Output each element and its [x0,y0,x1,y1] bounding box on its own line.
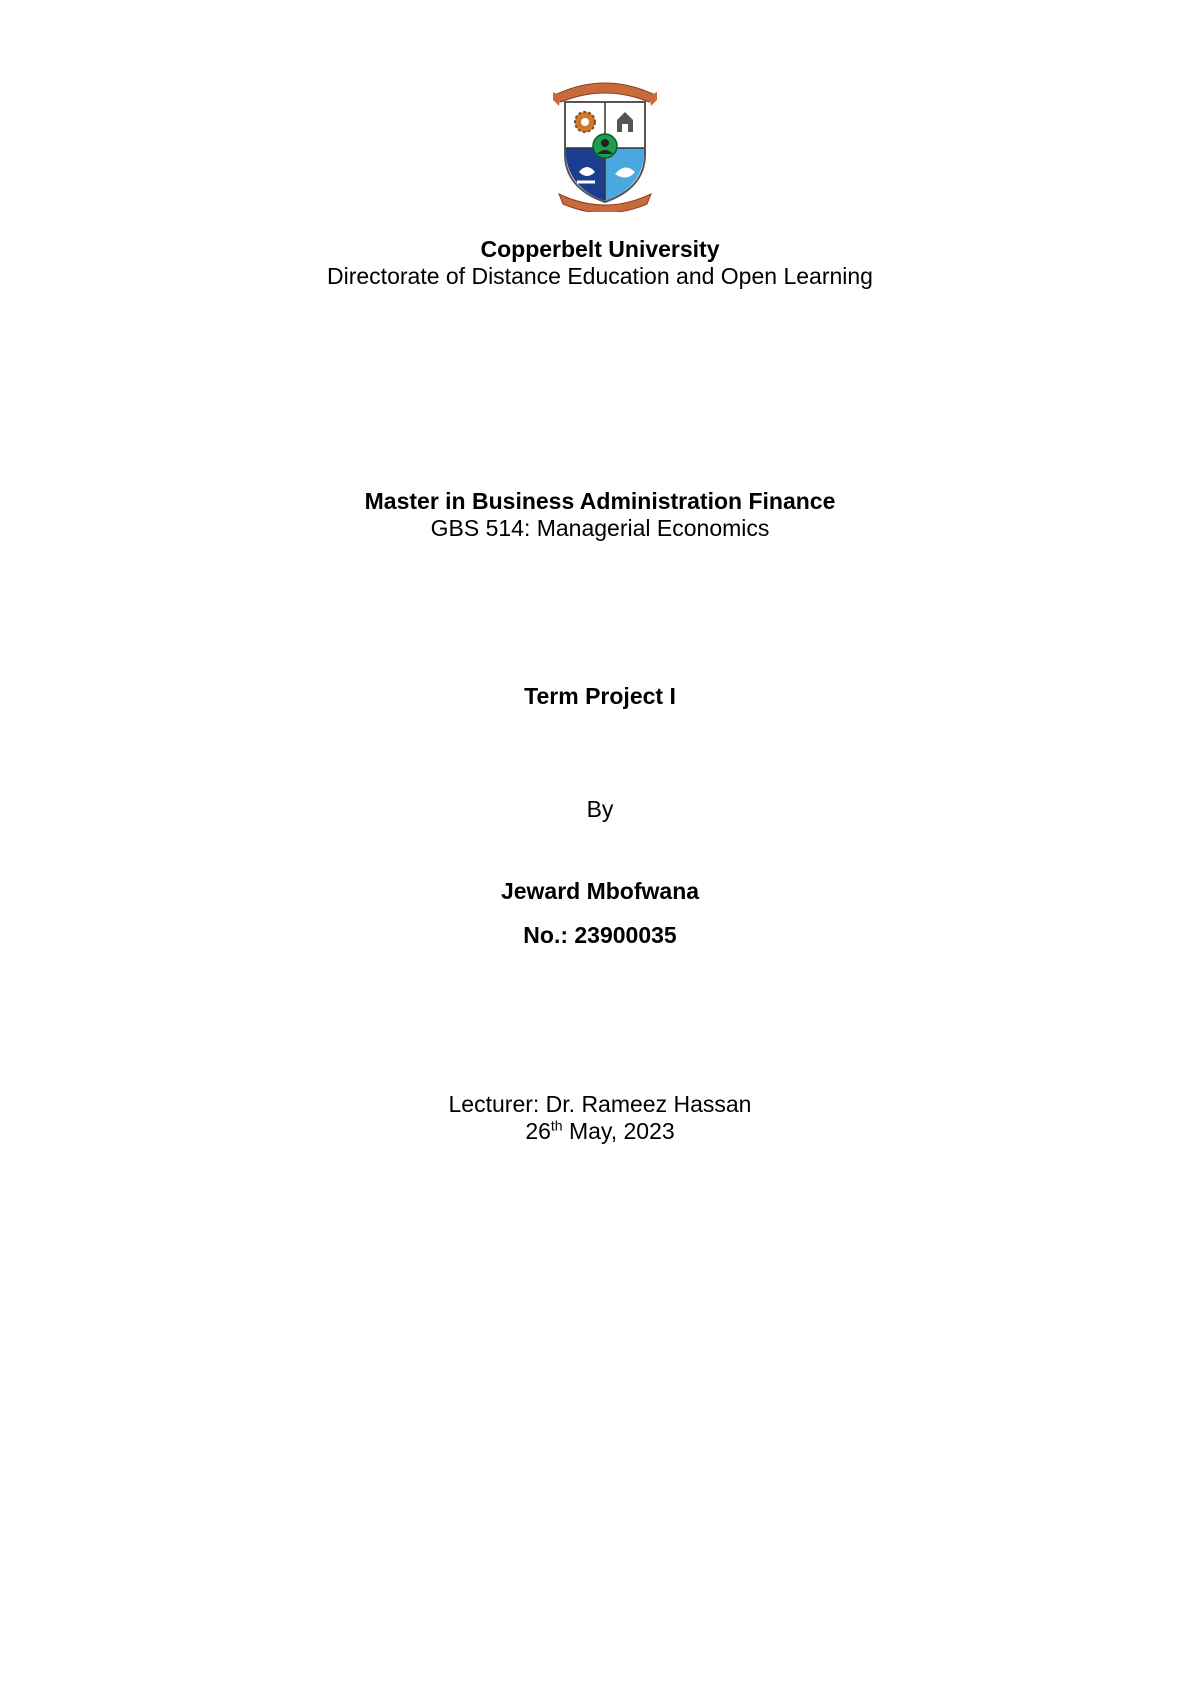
degree-title: Master in Business Administration Finance [364,488,836,514]
student-number: No.: 23900035 [523,922,677,948]
submission-date [0,1117,1200,1145]
date-suffix: th [550,1117,563,1134]
project-title: Term Project I [524,683,676,709]
university-name: Copperbelt University [480,236,720,262]
directorate-name: Directorate of Distance Education and Open Learning [327,263,873,289]
author-name: Jeward Mbofwana [500,878,700,904]
university-crest-icon [553,76,657,212]
date-day: 26 [525,1118,551,1144]
date-rest: May, 2023 [562,1118,675,1144]
by-label: By [586,796,614,822]
course-title: GBS 514: Managerial Economics [430,515,770,541]
lecturer-line: Lecturer: Dr. Rameez Hassan [448,1091,752,1117]
